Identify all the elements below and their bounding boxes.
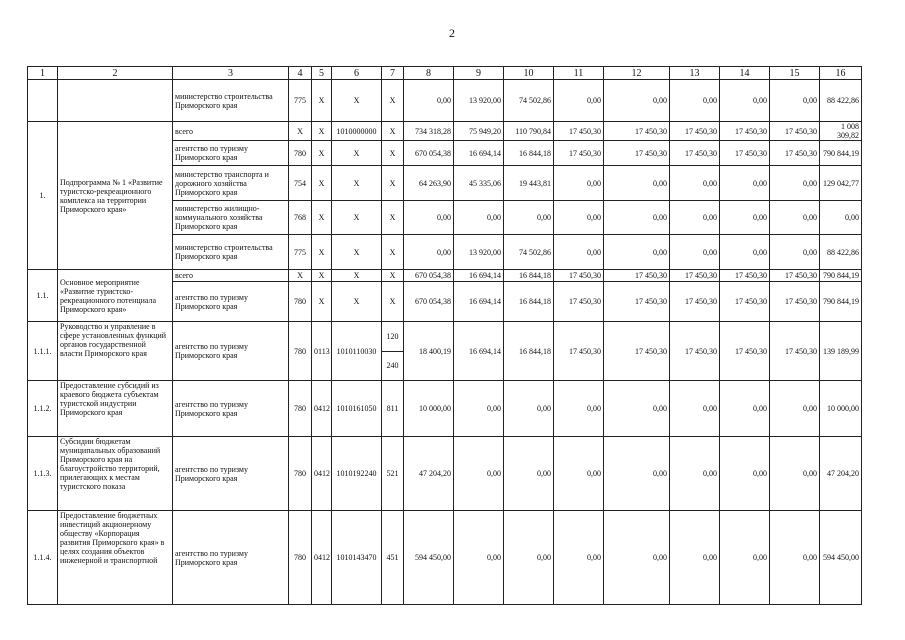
- agency-cell: министерство жилищно-коммунального хозяйства Приморского края: [173, 201, 289, 235]
- column-header: 13: [670, 67, 720, 80]
- amount-cell: 88 422,86: [820, 235, 862, 270]
- amount-cell: 139 189,99: [820, 322, 862, 381]
- code-cell: 0412: [312, 437, 332, 511]
- code-cell: 811: [382, 381, 404, 437]
- amount-cell: 594 450,00: [820, 511, 862, 605]
- amount-cell: 16 694,14: [454, 282, 504, 322]
- agency-cell: министерство строительства Приморского края: [173, 80, 289, 122]
- agency-cell: агентство по туризму Приморского края: [173, 511, 289, 605]
- amount-cell: 0,00: [720, 166, 770, 201]
- row-number: 1.: [28, 122, 58, 270]
- code-cell: X: [312, 282, 332, 322]
- amount-cell: 16 844,18: [504, 322, 554, 381]
- amount-cell: 17 450,30: [720, 282, 770, 322]
- amount-cell: 17 450,30: [604, 122, 670, 141]
- code-cell: X: [382, 122, 404, 141]
- column-header: 5: [312, 67, 332, 80]
- code-cell: X: [332, 201, 382, 235]
- amount-cell: 17 450,30: [720, 141, 770, 166]
- code-value: 120: [386, 331, 399, 341]
- row-number: 1.1.: [28, 270, 58, 322]
- table-row: [28, 322, 862, 381]
- amount-cell: 13 920,00: [454, 80, 504, 122]
- amount-cell: 0,00: [554, 201, 604, 235]
- amount-cell: 17 450,30: [554, 122, 604, 141]
- amount-cell: 0,00: [504, 511, 554, 605]
- budget-table: [27, 66, 862, 605]
- column-header: 11: [554, 67, 604, 80]
- code-cell: X: [332, 141, 382, 166]
- amount-cell: 17 450,30: [554, 322, 604, 381]
- amount-cell: 0,00: [670, 201, 720, 235]
- code-cell-split: [382, 322, 404, 381]
- code-cell: X: [332, 166, 382, 201]
- code-value: 240: [382, 351, 403, 381]
- amount-cell: 734 318,28: [404, 122, 454, 141]
- header-row: [28, 67, 862, 80]
- amount-cell: 16 844,18: [504, 282, 554, 322]
- amount-cell: 17 450,30: [770, 270, 820, 282]
- amount-cell: 47 204,20: [404, 437, 454, 511]
- amount-cell: 17 450,30: [770, 322, 820, 381]
- amount-cell: 0,00: [670, 381, 720, 437]
- amount-cell: 16 844,18: [504, 270, 554, 282]
- amount-cell: 0,00: [404, 235, 454, 270]
- agency-cell: всего: [173, 270, 289, 282]
- amount-cell: 0,00: [770, 437, 820, 511]
- code-cell: X: [382, 235, 404, 270]
- table-row: [28, 437, 862, 511]
- amount-cell: 0,00: [554, 80, 604, 122]
- amount-cell: 790 844,19: [820, 270, 862, 282]
- amount-cell: 16 694,14: [454, 322, 504, 381]
- amount-cell: 13 920,00: [454, 235, 504, 270]
- code-cell: 521: [382, 437, 404, 511]
- amount-cell: 0,00: [670, 437, 720, 511]
- amount-cell: 45 335,06: [454, 166, 504, 201]
- amount-cell: 0,00: [604, 235, 670, 270]
- code-cell: X: [382, 166, 404, 201]
- amount-cell: 0,00: [604, 201, 670, 235]
- code-cell: 754: [289, 166, 312, 201]
- amount-cell: 0,00: [554, 166, 604, 201]
- column-header: 14: [720, 67, 770, 80]
- code-cell: X: [332, 80, 382, 122]
- amount-cell: 17 450,30: [670, 270, 720, 282]
- column-header: 6: [332, 67, 382, 80]
- amount-cell: 74 502,86: [504, 80, 554, 122]
- amount-cell: 0,00: [604, 437, 670, 511]
- amount-cell: 790 844,19: [820, 282, 862, 322]
- table-row: [28, 122, 862, 141]
- amount-cell: 0,00: [554, 235, 604, 270]
- amount-cell: 0,00: [770, 381, 820, 437]
- amount-cell: 0,00: [720, 381, 770, 437]
- agency-cell: всего: [173, 122, 289, 141]
- agency-cell: агентство по туризму Приморского края: [173, 282, 289, 322]
- amount-cell: 17 450,30: [554, 141, 604, 166]
- code-cell: 780: [289, 322, 312, 381]
- column-header: 4: [289, 67, 312, 80]
- amount-cell: 0,00: [670, 80, 720, 122]
- row-name: Подпрограмма № 1 «Развитие туристско-рекреационного комплекса на территории Приморского края»: [58, 122, 173, 270]
- code-cell: X: [312, 122, 332, 141]
- amount-cell: 0,00: [554, 381, 604, 437]
- table-row: [28, 270, 862, 282]
- amount-cell: 0,00: [670, 235, 720, 270]
- agency-cell: агентство по туризму Приморского края: [173, 381, 289, 437]
- row-name: Основное мероприятие «Развитие туристско-рекреационного потенциала Приморского края»: [58, 270, 173, 322]
- amount-cell: 790 844,19: [820, 141, 862, 166]
- code-cell: X: [332, 235, 382, 270]
- page-number: 2: [449, 26, 455, 40]
- amount-cell: 0,00: [770, 201, 820, 235]
- amount-cell: 0,00: [454, 201, 504, 235]
- code-cell: X: [382, 270, 404, 282]
- row-number: [28, 80, 58, 122]
- code-cell: 0113: [312, 322, 332, 381]
- code-cell: 775: [289, 80, 312, 122]
- amount-cell: 0,00: [504, 201, 554, 235]
- code-cell: X: [312, 235, 332, 270]
- code-cell: X: [289, 122, 312, 141]
- code-cell: X: [312, 270, 332, 282]
- amount-cell: 74 502,86: [504, 235, 554, 270]
- amount-cell: 110 790,84: [504, 122, 554, 141]
- amount-cell: 17 450,30: [670, 141, 720, 166]
- amount-cell: 0,00: [404, 201, 454, 235]
- code-cell: 0412: [312, 511, 332, 605]
- amount-cell: 10 000,00: [404, 381, 454, 437]
- amount-cell: 0,00: [604, 80, 670, 122]
- code-cell: X: [382, 141, 404, 166]
- amount-cell: 16 844,18: [504, 141, 554, 166]
- amount-cell: 17 450,30: [670, 322, 720, 381]
- amount-cell: 0,00: [454, 381, 504, 437]
- row-name: Предоставление субсидий из краевого бюджета субъектам туристской индустрии Приморского края: [58, 381, 173, 437]
- amount-cell: 17 450,30: [670, 122, 720, 141]
- amount-cell: 17 450,30: [720, 322, 770, 381]
- amount-cell: 0,00: [504, 437, 554, 511]
- amount-cell: 0,00: [554, 511, 604, 605]
- code-cell: 0412: [312, 381, 332, 437]
- code-cell: 780: [289, 141, 312, 166]
- code-cell: 1010143470: [332, 511, 382, 605]
- amount-cell: 17 450,30: [554, 282, 604, 322]
- amount-cell: 16 694,14: [454, 270, 504, 282]
- code-cell: 780: [289, 381, 312, 437]
- amount-cell: 129 042,77: [820, 166, 862, 201]
- amount-cell: 1 008 309,82: [820, 122, 862, 141]
- amount-cell: 18 400,19: [404, 322, 454, 381]
- code-cell: 451: [382, 511, 404, 605]
- amount-cell: 17 450,30: [770, 141, 820, 166]
- amount-cell: 0,00: [604, 511, 670, 605]
- amount-cell: 0,00: [820, 201, 862, 235]
- code-cell: 1010192240: [332, 437, 382, 511]
- code-cell: 768: [289, 201, 312, 235]
- amount-cell: 0,00: [670, 166, 720, 201]
- column-header: 10: [504, 67, 554, 80]
- column-header: 9: [454, 67, 504, 80]
- column-header: 2: [58, 67, 173, 80]
- amount-cell: 17 450,30: [670, 282, 720, 322]
- amount-cell: 0,00: [720, 235, 770, 270]
- code-cell: X: [332, 270, 382, 282]
- row-number: 1.1.1.: [28, 322, 58, 381]
- code-cell: X: [312, 201, 332, 235]
- row-name: Предоставление бюджетных инвестиций акционерному обществу «Корпорация развития Приморского края» в целях создания объектов инженерной и транспортной: [58, 511, 173, 605]
- amount-cell: 17 450,30: [720, 270, 770, 282]
- amount-cell: 17 450,30: [604, 282, 670, 322]
- code-cell: X: [289, 270, 312, 282]
- amount-cell: 670 054,38: [404, 282, 454, 322]
- code-cell: X: [312, 166, 332, 201]
- row-name: Субсидии бюджетам муниципальных образований Приморского края на благоустройство территорий, прилегающих к местам туристского показа: [58, 437, 173, 511]
- row-number: 1.1.2.: [28, 381, 58, 437]
- row-number: 1.1.4.: [28, 511, 58, 605]
- agency-cell: министерство строительства Приморского края: [173, 235, 289, 270]
- amount-cell: 670 054,38: [404, 270, 454, 282]
- amount-cell: 0,00: [454, 437, 504, 511]
- amount-cell: 17 450,30: [720, 122, 770, 141]
- code-cell: 775: [289, 235, 312, 270]
- code-cell: X: [382, 80, 404, 122]
- code-cell: X: [382, 282, 404, 322]
- column-header: 15: [770, 67, 820, 80]
- amount-cell: 0,00: [454, 511, 504, 605]
- amount-cell: 17 450,30: [604, 322, 670, 381]
- amount-cell: 47 204,20: [820, 437, 862, 511]
- code-cell: X: [332, 282, 382, 322]
- row-number: 1.1.3.: [28, 437, 58, 511]
- amount-cell: 10 000,00: [820, 381, 862, 437]
- code-cell: 780: [289, 511, 312, 605]
- amount-cell: 0,00: [720, 511, 770, 605]
- column-header: 12: [604, 67, 670, 80]
- code-cell: 780: [289, 282, 312, 322]
- code-cell: X: [382, 201, 404, 235]
- code-cell: 1010110030: [332, 322, 382, 381]
- column-header: 8: [404, 67, 454, 80]
- amount-cell: 0,00: [720, 80, 770, 122]
- amount-cell: 17 450,30: [770, 282, 820, 322]
- amount-cell: 0,00: [770, 166, 820, 201]
- amount-cell: 17 450,30: [604, 141, 670, 166]
- amount-cell: 0,00: [770, 235, 820, 270]
- agency-cell: агентство по туризму Приморского края: [173, 141, 289, 166]
- amount-cell: 17 450,30: [604, 270, 670, 282]
- amount-cell: 17 450,30: [554, 270, 604, 282]
- column-header: 1: [28, 67, 58, 80]
- row-name: [58, 80, 173, 122]
- column-header: 16: [820, 67, 862, 80]
- amount-cell: 88 422,86: [820, 80, 862, 122]
- amount-cell: 0,00: [504, 381, 554, 437]
- row-name: Руководство и управление в сфере установленных функций органов государственной власти Приморского края: [58, 322, 173, 381]
- agency-cell: агентство по туризму Приморского края: [173, 437, 289, 511]
- table-row: [28, 80, 862, 122]
- code-cell: X: [312, 141, 332, 166]
- amount-cell: 0,00: [770, 511, 820, 605]
- agency-cell: агентство по туризму Приморского края: [173, 322, 289, 381]
- amount-cell: 0,00: [670, 511, 720, 605]
- amount-cell: 0,00: [604, 166, 670, 201]
- amount-cell: 0,00: [404, 80, 454, 122]
- amount-cell: 0,00: [770, 80, 820, 122]
- amount-cell: 64 263,90: [404, 166, 454, 201]
- column-header: 3: [173, 67, 289, 80]
- table-row: [28, 511, 862, 605]
- table-row: [28, 381, 862, 437]
- amount-cell: 19 443,81: [504, 166, 554, 201]
- amount-cell: 75 949,20: [454, 122, 504, 141]
- code-cell: 1010000000: [332, 122, 382, 141]
- amount-cell: 16 694,14: [454, 141, 504, 166]
- amount-cell: 0,00: [604, 381, 670, 437]
- code-cell: 1010161050: [332, 381, 382, 437]
- amount-cell: 0,00: [720, 201, 770, 235]
- amount-cell: 670 054,38: [404, 141, 454, 166]
- column-header: 7: [382, 67, 404, 80]
- amount-cell: 594 450,00: [404, 511, 454, 605]
- amount-cell: 17 450,30: [770, 122, 820, 141]
- code-cell: X: [312, 80, 332, 122]
- code-cell: 780: [289, 437, 312, 511]
- amount-cell: 0,00: [554, 437, 604, 511]
- amount-cell: 0,00: [720, 437, 770, 511]
- agency-cell: министерство транспорта и дорожного хозяйства Приморского края: [173, 166, 289, 201]
